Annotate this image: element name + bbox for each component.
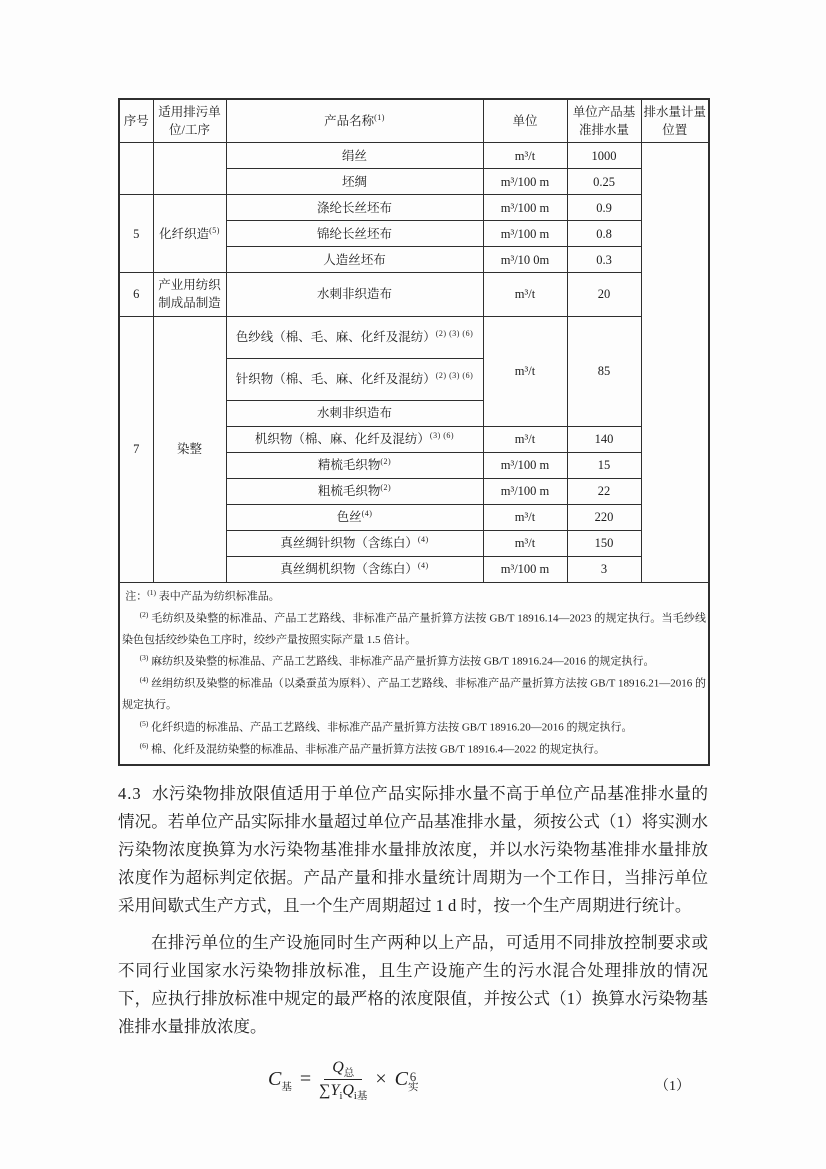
product-cell: 精梳毛织物$^{(2)}$ <box>226 452 483 478</box>
header-baseline-discharge: 单位产品基准排水量 <box>567 99 641 143</box>
unit-cell: m³/100 m <box>483 478 567 504</box>
table-notes <box>119 582 709 765</box>
footnote-ref: (2) <box>380 456 392 466</box>
header-unit: 单位 <box>483 99 567 143</box>
footnote-ref: (3) (6) <box>429 430 455 440</box>
table-note: 注：$^{(1)}$ 表中产品为纺织标准品。 <box>125 587 280 603</box>
value-cell: 1000 <box>567 143 641 169</box>
seq-cell: 5 <box>119 195 153 273</box>
product-cell: 水刺非织造布 <box>226 400 483 426</box>
product-cell: 机织物（棉、麻、化纤及混纺）$^{(3) (6)}$ <box>226 426 483 452</box>
footnote-marker: (5) <box>139 718 149 728</box>
unit-cell: m³/t <box>483 504 567 530</box>
formula-1-block <box>118 1057 708 1117</box>
footnote-ref: (2) (3) (6) <box>435 370 474 380</box>
page-number: 6 <box>409 1069 417 1084</box>
unit-cell: m³/10 0m <box>483 247 567 273</box>
process-cell: 产业用纺织制成品制造 <box>153 273 226 316</box>
process-cell: 化纤织造$^{(5)}$ <box>153 195 226 273</box>
unit-cell: m³/t <box>483 273 567 316</box>
page-content <box>118 98 708 1117</box>
value-cell: 20 <box>567 273 641 316</box>
footnote-ref: (4) <box>417 534 429 544</box>
footnote-marker: (4) <box>139 675 149 685</box>
unit-cell: m³/t <box>483 426 567 452</box>
table-notes-row <box>119 582 709 765</box>
table-note: $^{(4)}$ 丝绢纺织及染整的标准品（以桑蚕茧为原料）、产品工艺路线、非标准产品产量折算方法按 GB/T 18916.21—2016 的规定执行。 <box>122 675 706 712</box>
unit-cell: m³/t <box>483 530 567 556</box>
unit-cell: m³/100 m <box>483 221 567 247</box>
unit-cell: m³/100 m <box>483 556 567 582</box>
fraction-denominator: $\sum Y_iQ_{i基}$ <box>319 1081 368 1103</box>
table-row <box>119 195 709 221</box>
footnote-ref: (5) <box>209 225 220 235</box>
footnote-ref: (4) <box>361 508 373 518</box>
paragraph-4-3: 4.3 水污染物排放限值适用于单位产品实际排水量不高于单位产品基准排水量的情况。若单位产品实际排水量超过单位产品基准排水量，须按公式（1）将实测水污染物浓度换算为水污染物基准排水量排放浓度，并以水污染物基准排水量排放浓度作为超标判定依据。产品产量和排水量统计周期为一个工作日，当排污单位采用间歇式生产方式，且一个生产周期超过 1 d 时，按一个生产周期进行统计。 <box>118 783 708 915</box>
table-header-row <box>119 99 709 143</box>
product-cell: 水刺非织造布 <box>226 273 483 316</box>
table-row <box>119 273 709 316</box>
footnote-marker: (3) <box>139 653 149 663</box>
discharge-limits-table <box>118 98 710 766</box>
footnote-marker: (2) <box>139 609 149 619</box>
paragraph-mixed-discharge: 在排污单位的生产设施同时生产两种以上产品，可适用不同排放控制要求或不同行业国家水污染物排放标准，且生产设施产生的污水混合处理排放的情况下，应执行排放标准中规定的最严格的浓度限值，并按公式（1）换算水污染物基准排水量排放浓度。 <box>118 932 708 1036</box>
value-cell: 15 <box>567 452 641 478</box>
footnote-marker: (1) <box>147 587 157 597</box>
product-cell: 针织物（棉、毛、麻、化纤及混纺）$^{(2) (3) (6)}$ <box>226 358 483 400</box>
product-cell: 人造丝坯布 <box>226 247 483 273</box>
product-cell: 粗梳毛织物$^{(2)}$ <box>226 478 483 504</box>
value-cell: 85 <box>567 316 641 426</box>
product-cell: 涤纶长丝坯布 <box>226 195 483 221</box>
footnote-ref: (1) <box>374 112 385 122</box>
seq-cell <box>119 143 153 195</box>
table-note: $^{(6)}$ 棉、化纤及混纺染整的标准品、非标准产品产量折算方法按 GB/T 18916.4—2022 的规定执行。 <box>139 740 605 756</box>
product-cell: 真丝绸机织物（含练白）$^{(4)}$ <box>226 556 483 582</box>
unit-cell: m³/t <box>483 143 567 169</box>
header-product: 产品名称$^{(1)}$ <box>226 99 483 143</box>
unit-cell: m³/100 m <box>483 195 567 221</box>
table-note: $^{(2)}$ 毛纺织及染整的标准品、产品工艺路线、非标准产品产量折算方法按 GB/T 18916.14—2023 的规定执行。当毛纱线染色包括绞纱染色工序时，绞纱产量按照实际产量 1.5 倍计。 <box>122 609 707 646</box>
equals-sign: = <box>299 1067 312 1090</box>
unit-cell: m³/100 m <box>483 452 567 478</box>
formula-lhs: $C_基$ <box>268 1067 292 1093</box>
header-process: 适用排污单位/工序 <box>153 99 226 143</box>
product-cell: 真丝绸针织物（含练白）$^{(4)}$ <box>226 530 483 556</box>
table-note: $^{(3)}$ 麻纺织及染整的标准品、产品工艺路线、非标准产品产量折算方法按 GB/T 18916.24—2016 的规定执行。 <box>139 653 655 668</box>
product-cell: 色丝$^{(4)}$ <box>226 504 483 530</box>
value-cell: 3 <box>567 556 641 582</box>
value-cell: 22 <box>567 478 641 504</box>
unit-cell: m³/t <box>483 316 567 426</box>
product-cell: 锦纶长丝坯布 <box>226 221 483 247</box>
product-cell: 绢丝 <box>226 143 483 169</box>
seq-cell: 6 <box>119 273 153 316</box>
table-row <box>119 143 709 169</box>
multiplication-sign: × <box>375 1067 387 1090</box>
value-cell: 140 <box>567 426 641 452</box>
process-cell <box>153 143 226 195</box>
process-cell: 染整 <box>153 316 226 582</box>
formula-rhs: $C_实$ <box>394 1067 419 1093</box>
value-cell: 150 <box>567 530 641 556</box>
footnote-marker: (6) <box>139 740 149 750</box>
value-cell: 0.25 <box>567 169 641 195</box>
value-cell: 0.9 <box>567 195 641 221</box>
header-metering-position: 排水量计量位置 <box>641 99 709 143</box>
footnote-ref: (4) <box>417 560 429 570</box>
header-seq: 序号 <box>119 99 153 143</box>
equation-number: （1） <box>655 1078 690 1094</box>
footnote-ref: (2) (3) (6) <box>435 328 474 338</box>
footnote-ref: (2) <box>380 482 392 492</box>
value-cell: 0.3 <box>567 247 641 273</box>
product-cell: 色纱线（棉、毛、麻、化纤及混纺）$^{(2) (3) (6)}$ <box>226 316 483 358</box>
seq-cell: 7 <box>119 316 153 582</box>
table-row <box>119 316 709 358</box>
value-cell: 0.8 <box>567 221 641 247</box>
unit-cell: m³/100 m <box>483 169 567 195</box>
position-cell <box>641 143 709 582</box>
clause-number: 4.3 <box>118 783 142 803</box>
fraction-numerator: $Q_总$ <box>324 1059 362 1080</box>
value-cell: 220 <box>567 504 641 530</box>
product-cell: 坯绸 <box>226 169 483 195</box>
table-note: $^{(5)}$ 化纤织造的标准品、产品工艺路线、非标准产品产量折算方法按 GB/T 18916.20—2016 的规定执行。 <box>139 718 633 734</box>
